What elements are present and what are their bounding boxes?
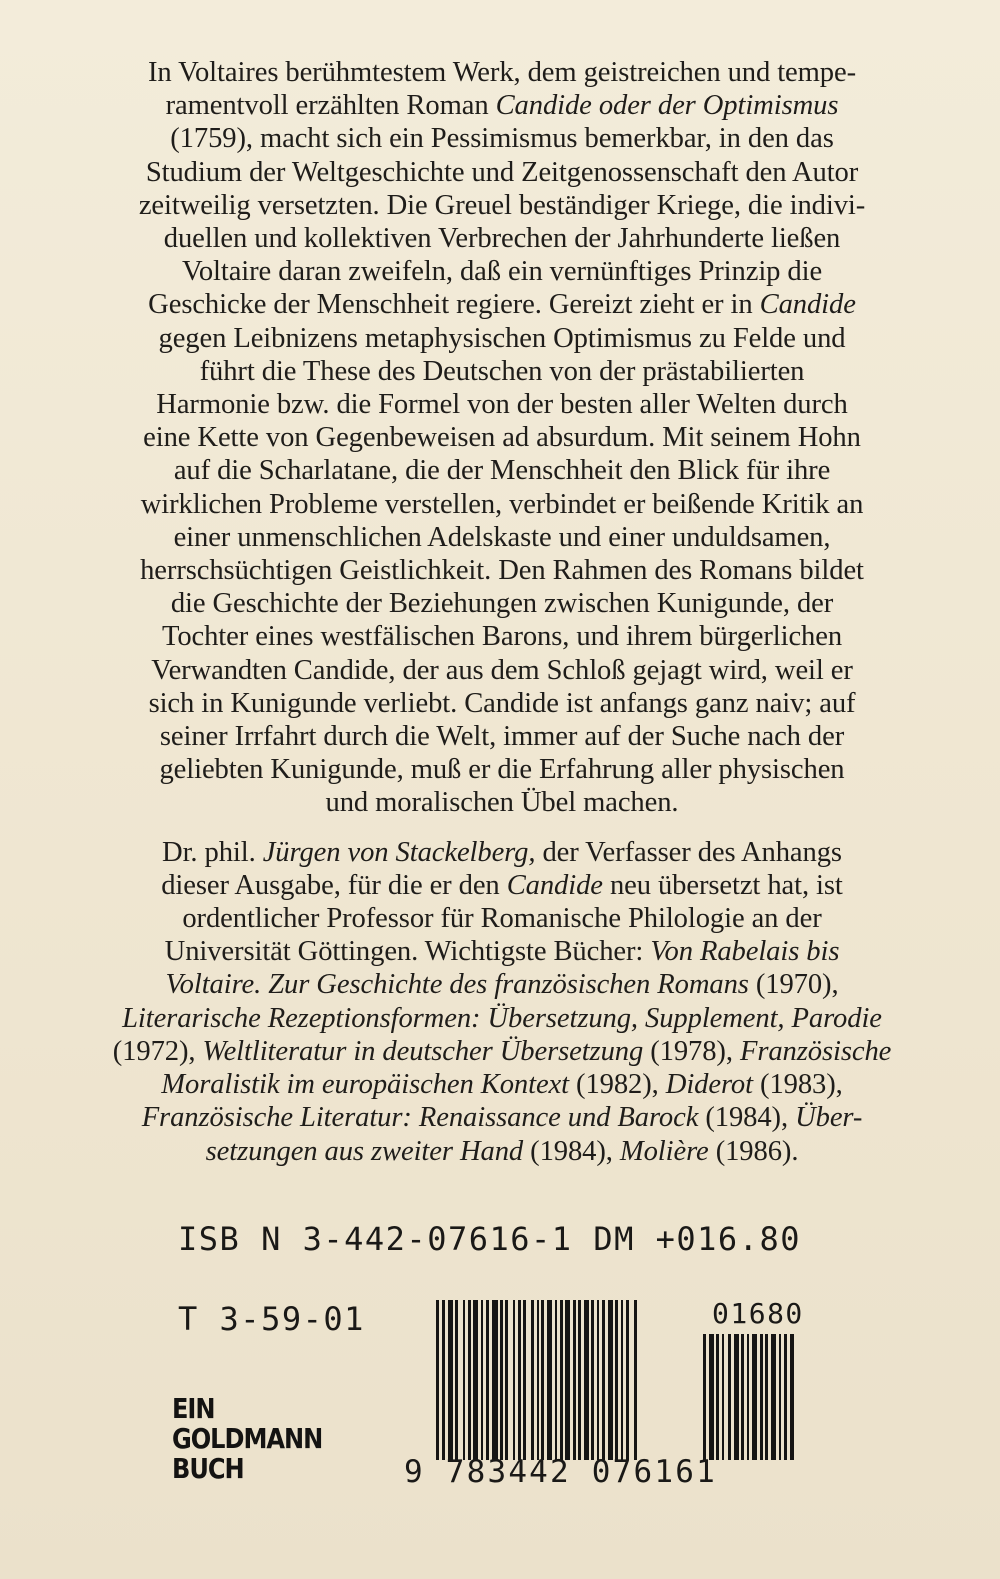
barcode-bar [741,1334,744,1460]
barcode-bar [513,1300,515,1460]
barcode-bar [615,1300,618,1460]
barcode-bar [523,1300,526,1460]
italic-text-run: Französische Literatur: Renaissance und Barock [141,1102,699,1134]
text-run: der Verfasser des Anhangs [535,836,842,868]
italic-text-run: Candide [506,869,603,901]
text-line [62,222,942,255]
italic-text-run: Candide oder der Optimismus [495,90,839,122]
barcode-bar [500,1300,503,1460]
text-line [62,720,942,753]
text-run: Studium der Weltgeschichte und Zeitgenossenschaft den Autor [145,156,859,188]
barcode-bar [747,1334,749,1460]
text-run: einer unmenschlichen Adelskaste und einer unduldsamen, [173,521,831,553]
isbn-line: ISB N 3-442-07616-1 DM +016.80 [178,1220,801,1258]
text-run: auf die Scharlatane, die der Menschheit den Blick für ihre [173,455,831,487]
barcode-bar [505,1300,508,1460]
barcode-bar [760,1334,763,1460]
text-run: (1982), [569,1069,666,1101]
italic-text-run: Diderot [665,1069,753,1101]
synopsis-paragraph [62,56,942,820]
text-line [62,1002,942,1035]
barcode-bar [626,1300,629,1460]
text-run: Verwandten Candide, der aus dem Schloß gejagt wird, weil er [151,654,853,686]
barcode-bar [602,1300,605,1460]
barcode-bar [573,1300,576,1460]
barcode-bar [621,1300,623,1460]
text-run: und moralischen Übel machen. [325,787,679,819]
text-line [62,322,942,355]
text-run: In Voltaires berühmtestem Werk, dem geistreichen und tempe- [147,57,857,88]
text-run: Geschicke der Menschheit regiere. Gereizt zieht er in [148,289,760,321]
italic-text-run: setzungen aus zweiter Hand [205,1135,524,1167]
text-run: die Geschichte der Beziehungen zwischen Kunigunde, der [170,588,834,620]
barcode-bar [709,1334,714,1460]
text-run: gegen Leibnizens metaphysischen Optimismus zu Felde und [158,322,846,354]
barcode-bar [703,1334,706,1460]
text-run: (1970), [748,969,839,1001]
author-bio-paragraph [62,836,942,1168]
barcode-bar [547,1300,552,1460]
barcode-bar [608,1300,613,1460]
text-run: duellen und kollektiven Verbrechen der Jahrhunderte ließen [163,223,841,255]
text-run: neu übersetzt hat, ist [602,869,843,901]
price-addon-code: 01680 [712,1297,804,1330]
barcode-bar [436,1300,439,1460]
text-line [62,189,942,222]
text-run: (1986). [708,1135,799,1167]
text-run: Voltaire daran zweifeln, daß ein vernünftiges Prinzip die [181,256,823,288]
italic-text-run: Von Rabelais bis [650,936,840,968]
barcode-digits: 9 783442 076161 [404,1454,717,1490]
text-run: zeitweilig versetzten. Die Greuel beständiger Kriege, die indivi- [138,189,866,221]
barcode-bar [468,1300,471,1460]
barcode-bar [771,1334,776,1460]
text-line [62,89,942,122]
italic-text-run: Moralistik im europäischen Kontext [161,1069,569,1101]
barcode-bar [481,1300,483,1460]
italic-text-run: Literarische Rezeptionsformen: Übersetzung, Supplement, Parodie [122,1002,882,1034]
barcode-bar [518,1300,521,1460]
text-line [62,836,942,869]
text-run: eine Kette von Gegenbeweisen ad absurdum. Mit seinem Hohn [143,422,861,454]
text-line [62,968,942,1001]
text-run: Harmonie bzw. die Formel von der besten aller Welten durch [156,389,848,421]
text-run: Tochter eines westfälischen Barons, und ihrem bürgerlichen [161,621,843,653]
text-run: führt die These des Deutschen von der prästabilierten [199,355,805,387]
text-run: herrschsüchtigen Geistlichkeit. Den Rahmen des Romans bildet [140,555,864,587]
text-line [62,869,942,902]
barcode-bar [722,1334,724,1460]
text-line [62,388,942,421]
barcode-bar [473,1300,478,1460]
text-run: (1759), macht sich ein Pessimismus bemerkbar, in den das [170,123,834,155]
text-run: (1972), [112,1035,203,1067]
text-line [62,56,942,89]
barcode-bar [531,1300,534,1460]
barcode-bar [578,1300,581,1460]
barcode-bar [492,1300,498,1460]
text-run: sich in Kunigunde verliebt. Candide ist anfangs ganz naiv; auf [148,687,856,719]
text-run: (1984), [523,1135,620,1167]
publisher-logo-line: BUCH [172,1452,244,1485]
publisher-logo-line: GOLDMANN [172,1422,323,1455]
text-run: (1983), [752,1069,843,1101]
barcode-bar [442,1300,445,1460]
publisher-logo-line: EIN [172,1392,215,1425]
ean-barcode [436,1300,686,1460]
text-line [62,1068,942,1101]
text-line [62,554,942,587]
barcode-bar [463,1300,465,1460]
barcode-bar [716,1334,719,1460]
catalog-code: T 3-59-01 [178,1300,365,1338]
italic-text-run: Jürgen von Stackelberg, [262,836,536,868]
barcode-bar [734,1334,739,1460]
text-line [62,122,942,155]
barcode-bar [765,1334,768,1460]
text-line [62,687,942,720]
barcode-bar [537,1300,539,1460]
blurb-text [62,56,942,1168]
text-run: dieser Ausgabe, für die er den [161,869,507,901]
italic-text-run: Französische [739,1035,892,1067]
text-line [62,654,942,687]
text-line [62,255,942,288]
barcode-bar [555,1300,557,1460]
text-line [62,786,942,819]
barcode-bar [634,1300,637,1460]
text-run: geliebten Kunigunde, muß er die Erfahrung aller physischen [159,754,845,786]
barcode-bar [752,1334,757,1460]
barcode-bar [560,1300,563,1460]
text-line [62,753,942,786]
barcode-bar [584,1300,589,1460]
text-line [62,1101,942,1134]
text-line [62,1135,942,1168]
publisher-logo [172,1394,322,1484]
italic-text-run: Voltaire. Zur Geschichte des französischen Romans [165,969,749,1001]
text-line [62,1035,942,1068]
barcode-bar [784,1334,787,1460]
barcode-bar [486,1300,489,1460]
barcode-bar [448,1300,453,1460]
italic-text-run: Candide [759,289,856,321]
text-run: seiner Irrfahrt durch die Welt, immer auf der Suche nach der [159,721,845,753]
text-line [62,454,942,487]
italic-text-run: Weltliteratur in deutscher Übersetzung [202,1035,644,1067]
text-run: ordentlicher Professor für Romanische Philologie an der [182,903,822,935]
barcode-bar [779,1334,781,1460]
text-line [62,488,942,521]
barcode-bar [565,1300,570,1460]
barcode-bar [597,1300,599,1460]
italic-text-run: Molière [619,1135,709,1167]
text-line [62,156,942,189]
text-line [62,421,942,454]
barcode-bar [728,1334,731,1460]
text-run: Universität Göttingen. Wichtigste Bücher: [164,936,651,968]
text-line [62,935,942,968]
text-line [62,521,942,554]
text-run: (1984), [698,1102,796,1134]
text-line [62,620,942,653]
text-run: (1978), [643,1035,740,1067]
text-run: Dr. phil. [162,836,263,868]
barcode-bar [591,1300,594,1460]
text-line [62,355,942,388]
barcode-bar [790,1334,794,1460]
text-run: ramentvoll erzählten Roman [165,90,496,122]
price-addon-barcode [703,1334,823,1460]
text-line [62,587,942,620]
text-line [62,288,942,321]
barcode-bar [455,1300,458,1460]
italic-text-run: Über- [795,1102,863,1134]
barcode-bar [541,1300,544,1460]
text-run: wirklichen Probleme verstellen, verbindet er beißende Kritik an [140,488,864,520]
text-line [62,902,942,935]
